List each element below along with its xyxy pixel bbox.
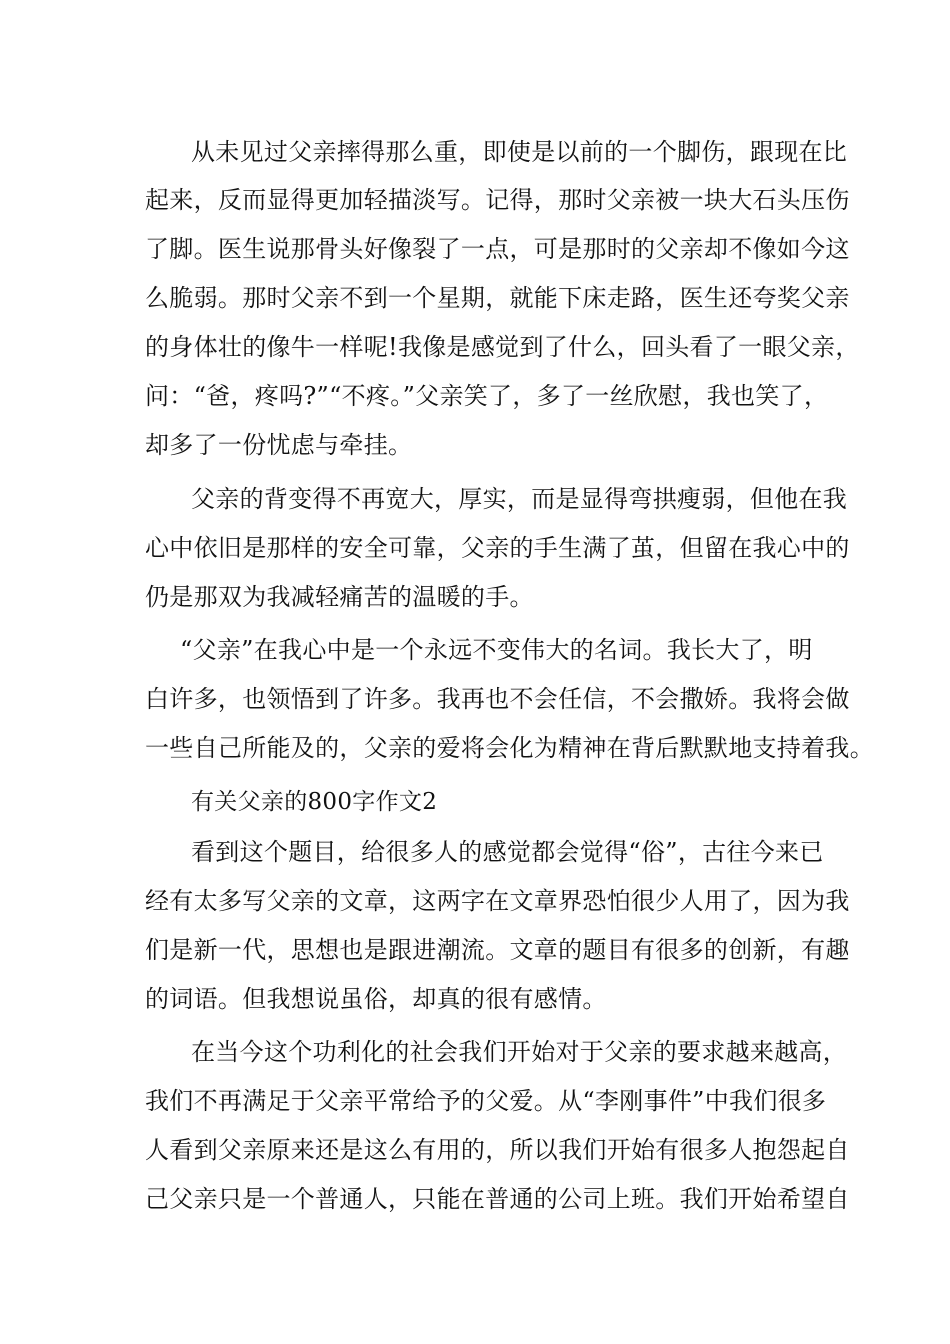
paragraph-2-line-2: 心中依旧是那样的安全可靠，父亲的手生满了茧，但留在我心中的 xyxy=(145,534,850,562)
paragraph-5-line-3: 人看到父亲原来还是这么有用的，所以我们开始有很多人抱怨起自 xyxy=(145,1136,850,1164)
paragraph-5-line-4: 己父亲只是一个普通人，只能在普通的公司上班。我们开始希望自 xyxy=(145,1185,850,1213)
paragraph-1-line-5: 的身体壮的像牛一样呢!我像是感觉到了什么，回头看了一眼父亲， xyxy=(145,333,860,361)
paragraph-1-line-3: 了脚。医生说那骨头好像裂了一点，可是那时的父亲却不像如今这 xyxy=(145,235,850,263)
paragraph-1-line-7: 却多了一份忧虑与牵挂。 xyxy=(145,431,413,459)
paragraph-3-line-2: 白许多，也领悟到了许多。我再也不会任信，不会撒娇。我将会做 xyxy=(145,685,850,713)
paragraph-1-line-4: 么脆弱。那时父亲不到一个星期，就能下床走路，医生还夸奖父亲 xyxy=(145,284,850,312)
paragraph-3-line-1: “父亲”在我心中是一个永远不变伟大的名词。我长大了，明 xyxy=(180,636,813,664)
paragraph-5-line-1: 在当今这个功利化的社会我们开始对于父亲的要求越来越高， xyxy=(191,1038,848,1066)
section-heading: 有关父亲的800字作文2 xyxy=(191,789,438,815)
paragraph-1-line-1: 从未见过父亲摔得那么重，即使是以前的一个脚伤，跟现在比 xyxy=(191,138,848,166)
paragraph-1-line-6: 问：“爸，疼吗?”“不疼。”父亲笑了，多了一丝欣慰，我也笑了， xyxy=(145,382,829,410)
paragraph-2-line-3: 仍是那双为我减轻痛苦的温暖的手。 xyxy=(145,583,534,611)
paragraph-2-line-1: 父亲的背变得不再宽大，厚实，而是显得弯拱瘦弱，但他在我 xyxy=(191,485,848,513)
paragraph-4-line-3: 们是新一代，思想也是跟进潮流。文章的题目有很多的创新，有趣 xyxy=(145,936,850,964)
paragraph-1-line-2: 起来，反而显得更加轻描淡写。记得，那时父亲被一块大石头压伤 xyxy=(145,186,850,214)
paragraph-4-line-2: 经有太多写父亲的文章，这两字在文章界恐怕很少人用了，因为我 xyxy=(145,887,850,915)
paragraph-3-line-3: 一些自己所能及的，父亲的爱将会化为精神在背后默默地支持着我。 xyxy=(145,734,874,762)
paragraph-4-line-1: 看到这个题目，给很多人的感觉都会觉得“俗”，古往今来已 xyxy=(191,838,824,866)
paragraph-5-line-2: 我们不再满足于父亲平常给予的父爱。从“李刚事件”中我们很多 xyxy=(145,1087,827,1115)
paragraph-4-line-4: 的词语。但我想说虽俗，却真的很有感情。 xyxy=(145,985,607,1013)
